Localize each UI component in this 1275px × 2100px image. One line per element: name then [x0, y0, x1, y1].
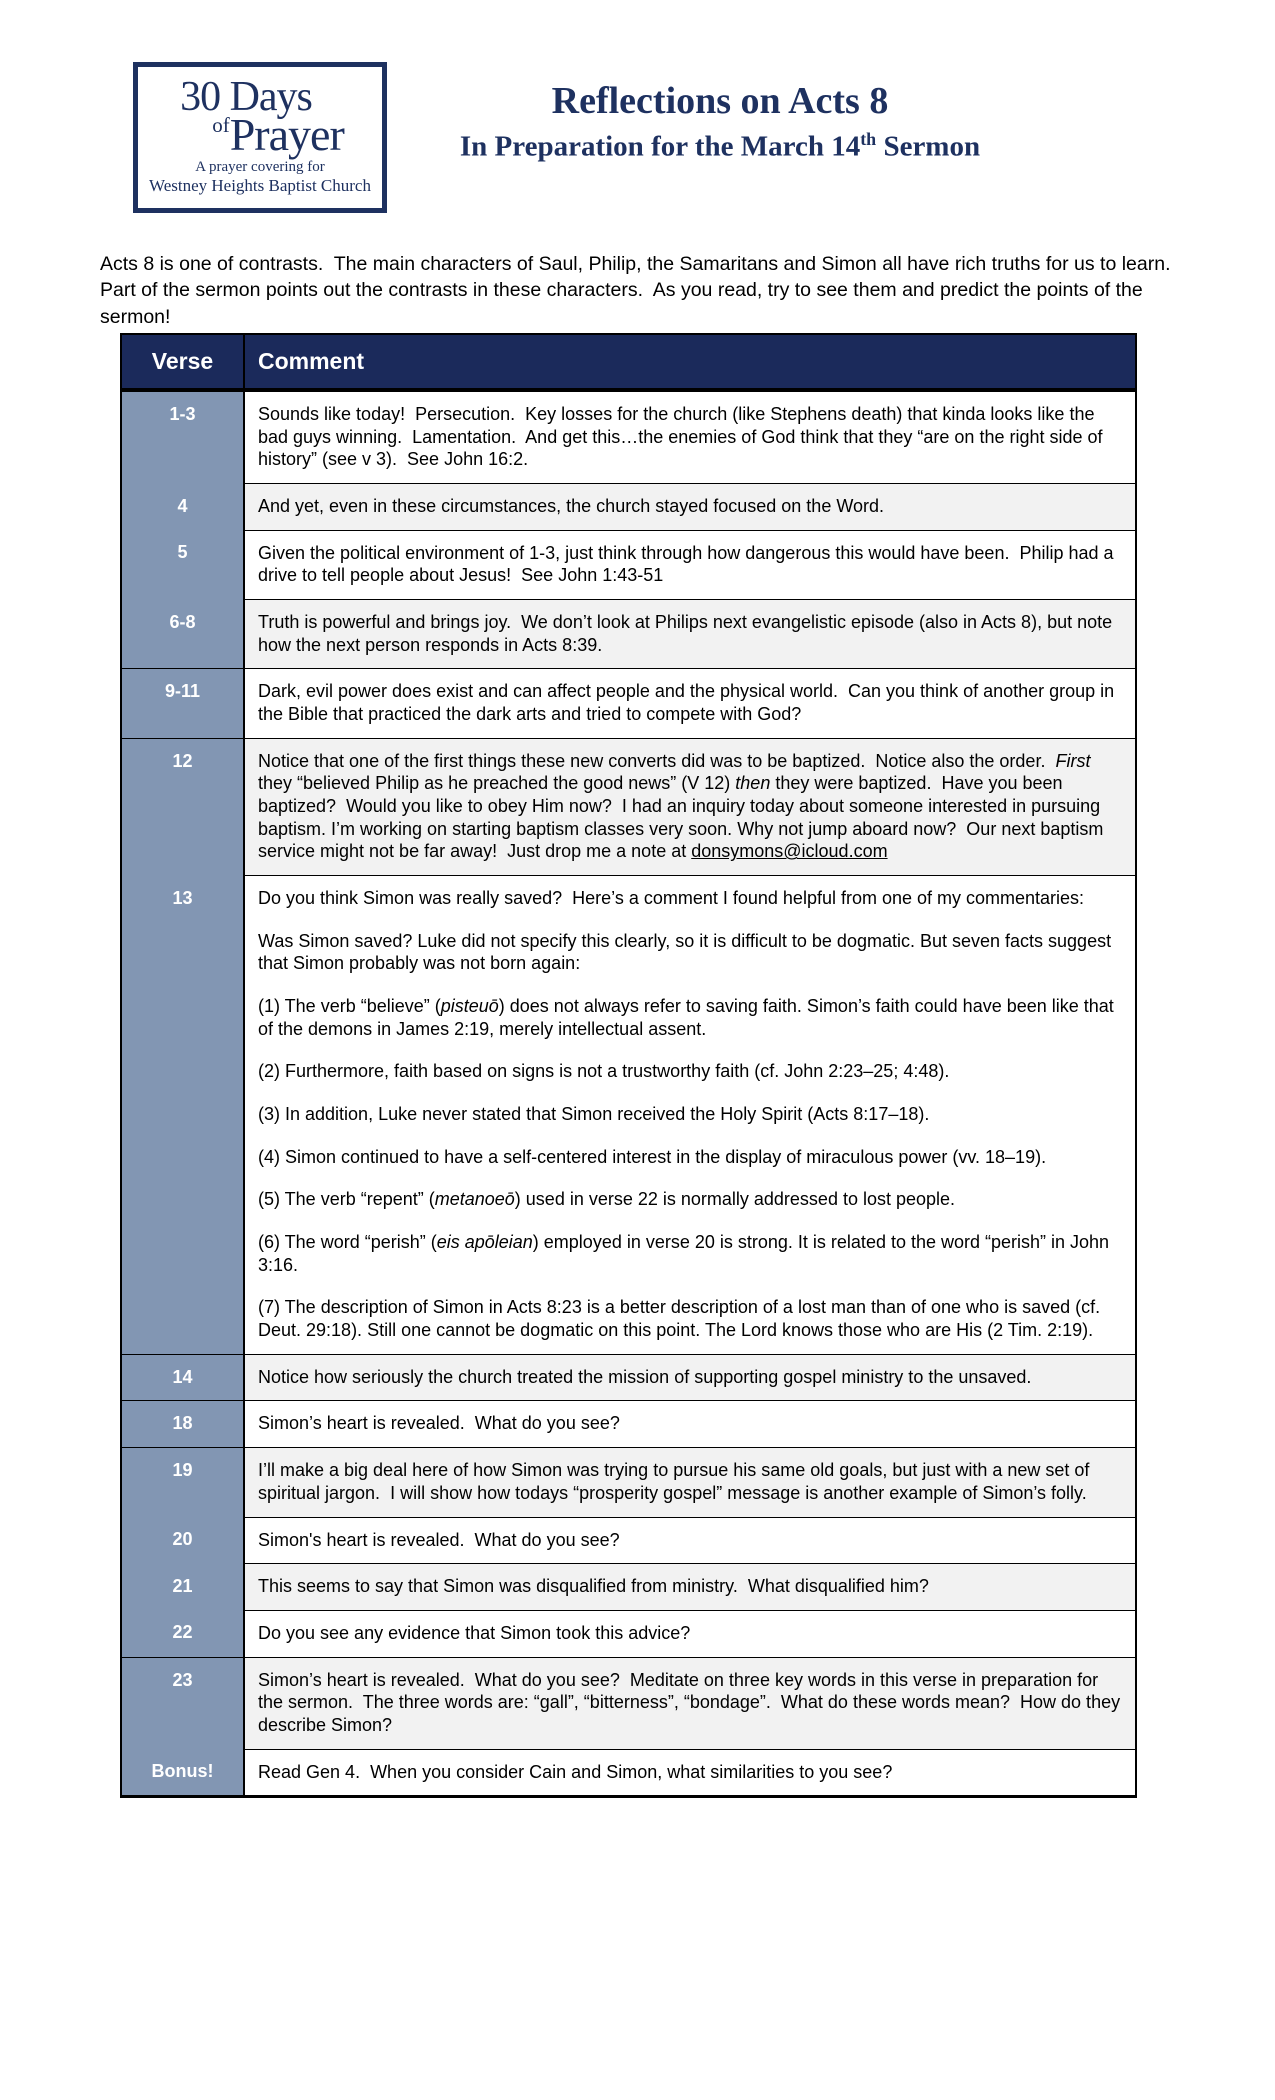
- comment-paragraph: [258, 1529, 1121, 1552]
- verse-cell: 4: [121, 484, 244, 531]
- text-segment: Dark, evil power does exist and can affect people and the physical world. Can you think of another group in the Bible that practiced the dark arts and tried to compete with God?: [258, 681, 1120, 725]
- comment-paragraph: [258, 1669, 1126, 1737]
- text-segment: (1) The verb “believe” (: [258, 996, 441, 1017]
- text-segment: Notice how seriously the church treated the mission of supporting gospel ministry to the unsaved.: [258, 1366, 1032, 1387]
- logo-30-days: 30 Days: [180, 74, 312, 120]
- email-link[interactable]: donsymons@icloud.com: [691, 841, 888, 862]
- verse-cell: 22: [121, 1610, 244, 1657]
- table-row: [121, 1448, 1136, 1517]
- text-segment: (5) The verb “repent” (: [258, 1189, 435, 1210]
- comment-cell: [244, 669, 1136, 738]
- verse-cell: 14: [121, 1354, 244, 1401]
- text-segment: Read Gen 4. When you consider Cain and Simon, what similarities to you see?: [258, 1761, 893, 1782]
- text-segment: First: [1055, 750, 1091, 771]
- comment-cell: [244, 1517, 1136, 1564]
- comment-paragraph: [258, 1622, 1121, 1645]
- text-segment: metanoeō: [434, 1189, 515, 1210]
- comment-cell: [244, 1354, 1136, 1401]
- comment-cell: [244, 1401, 1136, 1448]
- table-row: [121, 390, 1136, 484]
- comment-paragraph: [258, 1231, 1121, 1276]
- comment-paragraph: [258, 1146, 1121, 1169]
- verse-cell: 19: [121, 1448, 244, 1517]
- column-header-verse: Verse: [121, 334, 244, 390]
- text-segment: pisteuō: [440, 996, 499, 1017]
- verse-cell: 9-11: [121, 669, 244, 738]
- verse-table-body: [121, 390, 1136, 1797]
- logo-of-prayer: [156, 109, 400, 160]
- table-row: [121, 876, 1136, 1355]
- verse-cell: 1-3: [121, 390, 244, 484]
- text-segment: Simon’s heart is revealed. What do you see? Meditate on three key words in this verse in preparation for the sermon. The three words are: “gall”, “bitterness”, “bondage”. What do these words mean? How do they describe Simon?: [258, 1669, 1126, 1735]
- subtitle-prefix: In Preparation for the March 14: [459, 130, 861, 163]
- table-row: [121, 1564, 1136, 1611]
- comment-paragraph: [258, 887, 1121, 910]
- text-segment: Simon’s heart is revealed. What do you see?: [258, 1413, 620, 1434]
- comment-cell: [244, 1749, 1136, 1797]
- comment-paragraph: [258, 1296, 1121, 1341]
- table-row: [121, 1749, 1136, 1797]
- text-segment: I’ll make a big deal here of how Simon was trying to pursue his same old goals, but just with a new set of spiritual jargon. I will show how todays “prosperity gospel” message is another example of Simon’s folly.: [258, 1460, 1095, 1503]
- logo-church-name: Westney Heights Baptist Church: [149, 176, 371, 196]
- column-header-comment: Comment: [244, 334, 1136, 390]
- text-segment: (4) Simon continued to have a self-centered interest in the display of miraculous power (vv. 18–19).: [258, 1146, 1047, 1167]
- table-header: [121, 334, 1136, 390]
- text-segment: Truth is powerful and brings joy. We don’t look at Philips next evangelistic episode (also in Acts 8), but note how the next person responds in Acts 8:39.: [258, 612, 1118, 655]
- title-block: [400, 80, 1040, 165]
- table-row: [121, 1354, 1136, 1401]
- verse-cell: 12: [121, 738, 244, 875]
- text-segment: Given the political environment of 1-3, just think through how dangerous this would have been. Philip had a drive to tell people about Jesus! See John 1:43-51: [258, 542, 1119, 586]
- text-segment: Notice that one of the first things these new converts did was to be baptized. Notice also the order.: [258, 750, 1056, 771]
- comment-paragraph: [258, 750, 1121, 863]
- comment-cell: [244, 484, 1136, 531]
- verse-cell: 21: [121, 1564, 244, 1611]
- verse-comment-table: [120, 333, 1137, 1798]
- table-row: [121, 669, 1136, 738]
- verse-cell: 18: [121, 1401, 244, 1448]
- comment-cell: [244, 390, 1136, 484]
- comment-paragraph: [258, 1366, 1121, 1389]
- comment-cell: [244, 876, 1136, 1355]
- table-row: [121, 738, 1136, 875]
- subtitle-ordinal: th: [860, 128, 877, 149]
- text-segment: (3) In addition, Luke never stated that Simon received the Holy Spirit (Acts 8:17–18).: [258, 1104, 930, 1125]
- table-row: [121, 530, 1136, 599]
- comment-paragraph: [258, 1188, 1121, 1211]
- text-segment: eis apōleian: [436, 1232, 533, 1253]
- table-row: [121, 484, 1136, 531]
- logo-of: of: [212, 113, 230, 137]
- comment-paragraph: [258, 542, 1121, 587]
- comment-cell: [244, 530, 1136, 599]
- comment-cell: [244, 600, 1136, 669]
- comment-paragraph: [258, 403, 1121, 471]
- comment-cell: [244, 1610, 1136, 1657]
- table-row: [121, 600, 1136, 669]
- table-header-row: [121, 334, 1136, 390]
- church-logo: [133, 62, 387, 213]
- verse-cell: 23: [121, 1657, 244, 1749]
- verse-cell: 13: [121, 876, 244, 1355]
- subtitle-suffix: Sermon: [876, 130, 981, 163]
- text-segment: (6) The word “perish” (: [258, 1232, 437, 1253]
- comment-paragraph: [258, 1761, 1121, 1784]
- text-segment: (7) The description of Simon in Acts 8:23 is a better description of a lost man than of one who is saved (cf. Deut. 29:18). Still one cannot be dogmatic on this point. The Lord knows those who are His (2 Tim. 2:19).: [258, 1297, 1106, 1341]
- table-row: [121, 1657, 1136, 1749]
- comment-paragraph: [258, 1412, 1121, 1435]
- comment-paragraph: [258, 495, 1121, 518]
- comment-cell: [244, 1564, 1136, 1611]
- comment-paragraph: [258, 1459, 1121, 1504]
- text-segment: (2) Furthermore, faith based on signs is not a trustworthy faith (cf. John 2:23–25; 4:48).: [258, 1061, 950, 1082]
- text-segment: they “believed Philip as he preached the good news” (V 12): [258, 750, 1096, 794]
- comment-paragraph: [258, 995, 1121, 1040]
- verse-cell: 6-8: [121, 600, 244, 669]
- comment-paragraph: [258, 611, 1121, 656]
- text-segment: Was Simon saved? Luke did not specify this clearly, so it is difficult to be dogmatic. But seven facts suggest that Simon probably was not born again:: [258, 930, 1117, 974]
- text-segment: This seems to say that Simon was disqualified from ministry. What disqualified him?: [258, 1576, 929, 1597]
- verse-cell: 20: [121, 1517, 244, 1564]
- comment-cell: [244, 1448, 1136, 1517]
- page-subtitle: [400, 128, 1040, 165]
- text-segment: ) does not always refer to saving faith. Simon’s faith could have been like that of the demons in James 2:19, merely intellectual assent.: [258, 996, 1119, 1039]
- comment-cell: [244, 738, 1136, 875]
- logo-prayer: Prayer: [229, 109, 344, 160]
- text-segment: then: [735, 773, 771, 794]
- comment-paragraph: [258, 1060, 1121, 1083]
- comment-paragraph: [258, 930, 1121, 975]
- comment-cell: [244, 1657, 1136, 1749]
- comment-paragraph: [258, 680, 1121, 725]
- table-row: [121, 1401, 1136, 1448]
- text-segment: Sounds like today! Persecution. Key losses for the church (like Stephens death) that kinda looks like the bad guys winning. Lamentation. And get this…the enemies of God think that they “are on the right side of history” (see v 3). See John 16:2.: [258, 404, 1108, 470]
- comment-paragraph: [258, 1575, 1121, 1598]
- text-segment: Simon's heart is revealed. What do you see?: [258, 1529, 620, 1550]
- comment-paragraph: [258, 1103, 1121, 1126]
- text-segment: And yet, even in these circumstances, the church stayed focused on the Word.: [258, 496, 885, 517]
- text-segment: ) employed in verse 20 is strong. It is related to the word “perish” in John 3:16.: [258, 1232, 1115, 1275]
- text-segment: ) used in verse 22 is normally addressed to lost people.: [514, 1189, 956, 1210]
- text-segment: Do you think Simon was really saved? Here’s a comment I found helpful from one of my commentaries:: [258, 888, 1085, 909]
- intro-paragraph: Acts 8 is one of contrasts. The main characters of Saul, Philip, the Samaritans and Simon all have rich truths for us to learn. Part of the sermon points out the contrasts in these characters. As you read, try to see them and predict the points of the sermon!: [100, 252, 1182, 329]
- logo-tagline: A prayer covering for: [195, 159, 325, 175]
- table-row: [121, 1517, 1136, 1564]
- text-segment: Do you see any evidence that Simon took this advice?: [258, 1622, 691, 1643]
- text-segment: they were baptized. Have you been baptized? Would you like to obey Him now? I had an inquiry today about someone interested in pursuing baptism. I’m working on starting baptism classes very soon. Why not jump aboard now? Our next baptism service might not be far away! Just drop me a note at: [258, 773, 1109, 862]
- verse-cell: Bonus!: [121, 1749, 244, 1797]
- verse-cell: 5: [121, 530, 244, 599]
- page-title: Reflections on Acts 8: [551, 80, 889, 122]
- table-row: [121, 1610, 1136, 1657]
